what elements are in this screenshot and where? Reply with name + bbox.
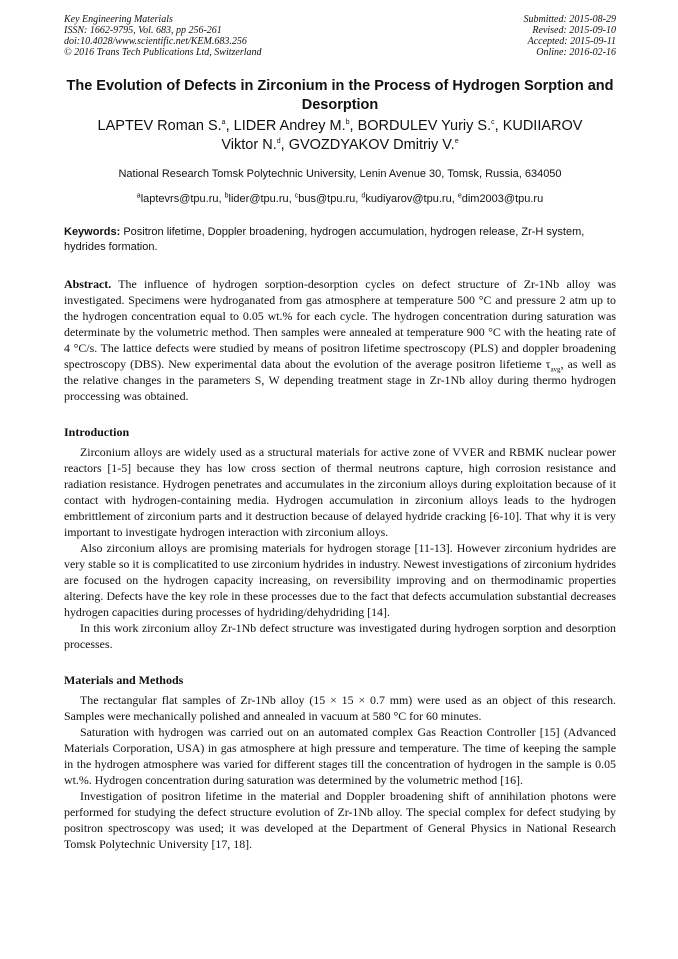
section-heading-methods: Materials and Methods bbox=[64, 673, 184, 687]
author: GVOZDYAKOV Dmitriy V.$^e$ bbox=[288, 137, 459, 153]
abstract: Abstract. The influence of hydrogen sorption-desorption cycles on defect structure of Zr-1Nb alloy was investigated. Specimens were hydroganated from gas atmosphere at temperature 500 °C and pressure 2 atm up to the hydrogen concentration equal to 0.05 wt.% for each cycle. The hydrogen concentration during saturation was determinate by the volumetric method. Then samples were annealed at temperature 900 °C with the heating rate of 4 °C/s. The lattice defects were studied by means of positron lifetime spectroscopy (PLS) and doppler broadening spectroscopy (DBS). New experimental data about the evolution of the average positron lifetieme $\tau_{avg}$, as well as the relative changes in the parameters S, W depending treatment stage in Zr-1Nb alloy during thermo hydrogen proccessing was obtained. bbox=[64, 277, 616, 403]
paragraph: The rectangular flat samples of Zr-1Nb alloy (15 × 15 × 0.7 mm) were used as an object of this research. Samples were mechanically polished and annealed in vacuum at 580 °C for 60 minutes. bbox=[64, 693, 616, 723]
author: BORDULEV Yuriy S.$^c$, bbox=[357, 118, 503, 134]
methods-body bbox=[64, 692, 616, 852]
journal-info bbox=[64, 14, 262, 58]
email: $^d$kudiyarov@tpu.ru, bbox=[361, 192, 458, 205]
section-heading-introduction: Introduction bbox=[64, 425, 130, 439]
keywords-label: Keywords: bbox=[64, 226, 121, 238]
accepted-date: Accepted: 2015-09-11 bbox=[527, 36, 616, 47]
affiliation: National Research Tomsk Polytechnic University, Lenin Avenue 30, Tomsk, Russia, 634050 bbox=[118, 168, 562, 180]
author: KUDIIAROV Viktor N.$^d$, bbox=[221, 118, 583, 153]
paragraph: In this work zirconium alloy Zr-1Nb defect structure was investigated during hydrogen sorption and desorption processes. bbox=[64, 621, 616, 651]
email: $^e$dim2003@tpu.ru bbox=[457, 192, 544, 205]
issn: ISSN: 1662-9795, Vol. 683, pp 256-261 bbox=[64, 25, 222, 36]
introduction-body bbox=[64, 444, 616, 652]
paper-page bbox=[64, 14, 616, 852]
journal-name: Key Engineering Materials bbox=[64, 14, 173, 25]
submitted-date: Submitted: 2015-08-29 bbox=[523, 14, 616, 25]
keywords-text: Positron lifetime, Doppler broadening, hydrogen accumulation, hydrogen release, Zr-H system, hydrides formation. bbox=[64, 226, 585, 253]
online-date: Online: 2016-02-16 bbox=[536, 47, 616, 58]
author: LAPTEV Roman S.$^a$, bbox=[97, 118, 234, 134]
paragraph: Also zirconium alloys are promising materials for hydrogen storage [11-13]. However zirconium hydrides are very stable so it is complicatited to use zirconium hydrides in industry. Newest investigations of zirconium hydrides are focused on the hydrogen capacity increasing, on reversibility improving and on thermodinamic properties altering. Defects have the key role in these processes due to the fact that defects accumulation substantial decreases hydrogen capacities during processes of hydriding/dehydriding [14]. bbox=[64, 541, 616, 619]
dates-info bbox=[524, 14, 617, 58]
author-list bbox=[64, 117, 616, 155]
email: $^c$bus@tpu.ru, bbox=[294, 192, 362, 205]
revised-date: Revised: 2015-09-10 bbox=[532, 25, 616, 36]
doi: doi:10.4028/www.scientific.net/KEM.683.256 bbox=[64, 36, 247, 47]
paper-title: The Evolution of Defects in Zirconium in the Process of Hydrogen Sorption and Desorption bbox=[66, 78, 614, 113]
abstract-label: Abstract. bbox=[64, 277, 112, 291]
paragraph: Saturation with hydrogen was carried out on an automated complex Gas Reaction Controller [15] (Advanced Materials Corporation, USA) in gas atmosphere at high pressure and temperature. The time of keeping the sample in the hydrogen atmosphere was varied for different stages till the concentration of hydrogen in the sample is 0.05 wt.%. Hydrogen concentration during saturation was determined by the volumetric method [16]. bbox=[64, 725, 616, 787]
paragraph: Investigation of positron lifetime in the material and Doppler broadening shift of annihilation photons were performed for studying the defect structure evolution of Zr-1Nb alloy. The special complex for defect studying by positron spectroscopy was used; it was developed at the Department of General Physics in National Research Tomsk Polytechnic University [17, 18]. bbox=[64, 789, 616, 851]
journal-header bbox=[64, 14, 616, 58]
email: $^b$lider@tpu.ru, bbox=[224, 192, 295, 205]
paragraph: Zirconium alloys are widely used as a structural materials for active zone of VVER and RBMK nuclear power reactors [1-5] because they has low cross section of thermal neutrons capture, high corrosion resistance and radiation resistance. Hydrogen penetrates and accumulates in the zirconium alloys during exploitation because of it contact with hydrogen-containing media. Hydrogen accumulation in zirconium alloys leads to the hydrogen embrittlement of zirconium parts and it destruction because of delayed hydride cracking [6-10]. That why it is very important to investigate hydrogen interaction with zirconium alloys. bbox=[64, 445, 616, 539]
copyright: © 2016 Trans Tech Publications Ltd, Switzerland bbox=[64, 47, 262, 58]
author: LIDER Andrey M.$^b$, bbox=[233, 118, 358, 134]
email: $^a$laptevrs@tpu.ru, bbox=[136, 192, 225, 205]
keywords bbox=[64, 225, 616, 255]
email-list bbox=[64, 192, 616, 206]
